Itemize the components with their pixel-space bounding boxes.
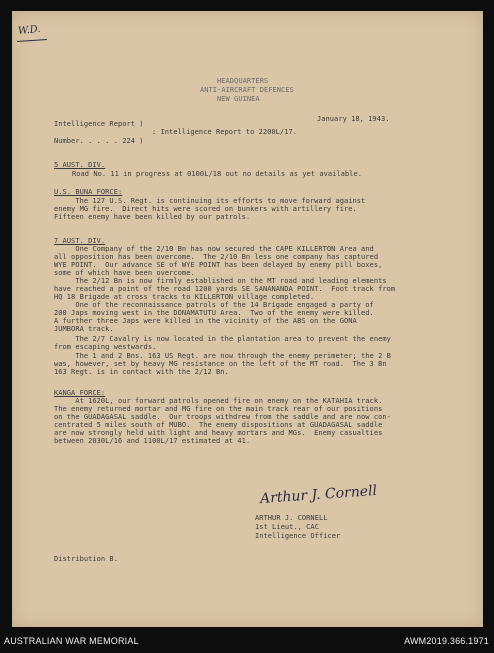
section-7-aust-div-line: have reached a point of the road 1200 yards SE SANANANDA POINT. Foot track from (54, 285, 396, 293)
section-7-aust-div-line: One Company of the 2/10 Bn has now secured the CAPE KILLERTON Area and (54, 245, 374, 253)
section-7-aust-div-line: HQ 18 Brigade at cross tracks to KILLERTON village completed. (54, 293, 315, 301)
section-7-aust-div-line: some of which have been overcome. (54, 269, 195, 277)
section-7-aust-div-line: was, however, set by heavy MG resistance on the left of the MT road. The 3 Bn (54, 360, 387, 368)
handwritten-initials: W.D. (17, 23, 42, 38)
section-5-aust-div-heading: 5 AUST. DIV. (54, 161, 106, 169)
section-7-aust-div-line: WYE POINT. Our advance SE of WYE POINT has been delayed by enemy pill boxes, (54, 261, 383, 269)
footer-accession-number: AWM2019.366.1971 (404, 636, 489, 646)
section-7-aust-div-line: all opposition has been overcome. The 2/10 Bn less one company has captured (54, 253, 379, 261)
signatory-title: Intelligence Officer (255, 532, 341, 540)
archive-footer (0, 631, 494, 653)
section-us-buna-line: Fifteen enemy have been killed by our patrols. (54, 213, 251, 221)
distribution-note: Distribution B. (54, 555, 118, 563)
section-kanga-force-heading: KANGA FORCE: (54, 389, 106, 397)
initials-underline (17, 39, 47, 42)
document-page (12, 11, 483, 627)
footer-institution: AUSTRALIAN WAR MEMORIAL (4, 636, 139, 646)
section-7-aust-div-line: 163 Regt. is in contact with the 2/12 Bn. (54, 368, 229, 376)
section-kanga-force-line: are now strongly held with light and heavy mortars and MGs. Enemy casualties (54, 429, 383, 437)
header-line-3: NEW GUINEA (217, 95, 260, 103)
signatory-rank: 1st Lieut., CAC (255, 523, 319, 531)
section-us-buna-heading: U.S. BUNA FORCE: (54, 188, 123, 196)
section-7-aust-div-line: 200 Japs moving west in the DONAMATUTU Area. Two of the enemy were killed. (54, 309, 374, 317)
header-line-2: ANTI-AIRCRAFT DEFENCES (200, 86, 294, 94)
section-5-aust-div-line: Road No. 11 in progress at 0100L/18 out no details as yet available. (72, 170, 362, 178)
section-7-aust-div-line: The 2/12 Bn is now firmly established on the MT road and leading elements (54, 277, 387, 285)
handwritten-signature: Arthur J. Cornell (259, 482, 378, 508)
section-7-aust-div-line: One of the reconnaissance patrols of the 14 Brigade engaged a party of (54, 301, 374, 309)
section-kanga-force-line: At 1620L, our forward patrols opened fire on enemy on the KATAHIA track. (54, 397, 383, 405)
section-us-buna-line: The 127 U.S. Regt. is continuing its efforts to move forward against (54, 197, 366, 205)
report-number: Number. . . . . 224 ) (54, 137, 144, 145)
section-7-aust-div-heading: 7 AUST. DIV. (54, 237, 106, 245)
section-kanga-force-line: centrated 5 miles south of MUBO. The enemy dispositions at GUADAGASAL saddle (54, 421, 383, 429)
section-us-buna-line: enemy MG fire. Direct hits were scored on bunkers with artillery fire. (54, 205, 357, 213)
section-7-aust-div-line: The 2/7 Cavalry is now located in the plantation area to prevent the enemy (54, 335, 391, 343)
signatory-name: ARTHUR J. CORNELL (255, 514, 328, 522)
header-line-1: HEADQUARTERS (217, 77, 269, 85)
report-label: Intelligence Report ) (54, 120, 144, 128)
section-kanga-force-line: between 2030L/16 and 1100L/17 estimated at 41. (54, 437, 251, 445)
section-kanga-force-line: The enemy returned mortar and MG fire on the main track rear of our positions (54, 405, 383, 413)
report-date: January 18, 1943. (317, 115, 390, 123)
section-7-aust-div-line: JUMBORA track. (54, 325, 114, 333)
section-kanga-force-line: on the GUADAGASAL saddle. Our troops withdrew from the saddle and are now con- (54, 413, 391, 421)
section-7-aust-div-line: A further three Japs were killed in the vicinity of the ABS on the GONA (54, 317, 357, 325)
section-7-aust-div-line: from escaping westwards. (54, 343, 157, 351)
section-7-aust-div-line: The 1 and 2 Bns. 163 US Regt. are now through the enemy perimeter; the 2 B (54, 352, 391, 360)
report-subject: : Intelligence Report to 2200L/17. (152, 128, 297, 136)
